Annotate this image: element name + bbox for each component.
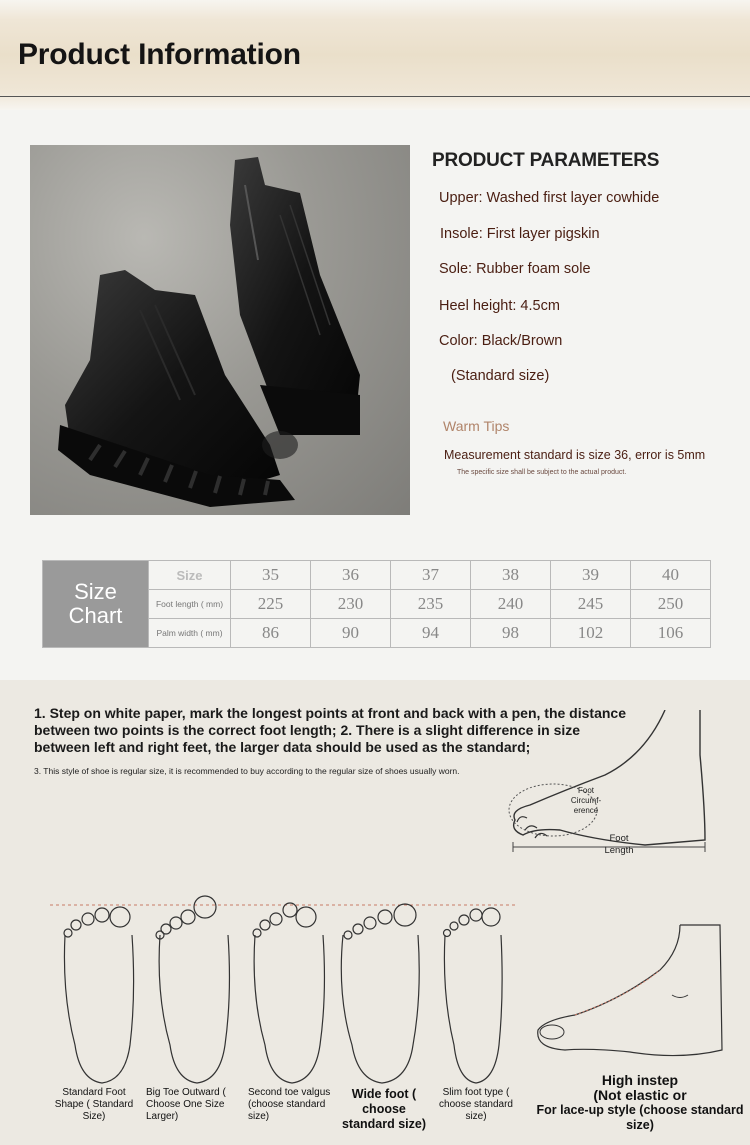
high-instep-foot-diagram <box>530 920 730 1070</box>
size-cell: 36 <box>311 561 391 590</box>
high-instep-line2: (Not elastic or <box>593 1087 687 1103</box>
palm-width-cell: 90 <box>311 619 391 648</box>
param-heel-height: Heel height: 4.5cm <box>439 298 560 314</box>
palm-width-cell: 102 <box>551 619 631 648</box>
palm-width-cell: 86 <box>231 619 311 648</box>
guide-steps-1-2: 1. Step on white paper, mark the longest points at front and back with a pen, the distance between two points is the correct foot length; 2. There is a slight difference in size between left and right feet, the larger data should be used as the standard; <box>34 705 626 755</box>
palm-width-cell: 94 <box>391 619 471 648</box>
foot-length-cell: 225 <box>231 590 311 619</box>
parameters-title: PRODUCT PARAMETERS <box>432 150 660 171</box>
size-chart-heading-line2: Chart <box>68 603 123 628</box>
product-parameters <box>432 150 732 476</box>
measurement-note: Measurement standard is size 36, error is 5mm <box>444 448 706 462</box>
foot-type-big-toe-outward: Big Toe Outward ( Choose One Size Larger) <box>146 1087 226 1122</box>
specific-size-note: The specific size shall be subject to the actual product. <box>457 469 627 476</box>
param-sole: Sole: Rubber foam sole <box>439 261 591 277</box>
boots-illustration <box>30 145 410 515</box>
foot-type-second-toe-valgus: Second toe valgus (choose standard size) <box>248 1087 331 1122</box>
size-chart-heading-line1: Size <box>74 579 117 604</box>
high-instep-line3: For lace-up style (choose standard size) <box>536 1103 744 1132</box>
high-instep-caption <box>535 1073 745 1133</box>
foot-type-standard: Standard Foot Shape ( Standard Size) <box>54 1087 134 1122</box>
high-instep-line1: High instep <box>601 1072 679 1088</box>
row-label-palm-width: Palm width ( mm) <box>149 619 231 648</box>
size-cell: 39 <box>551 561 631 590</box>
palm-width-cell: 98 <box>471 619 551 648</box>
measurement-guide-section <box>0 680 750 1145</box>
palm-width-cell: 106 <box>631 619 711 648</box>
size-cell: 35 <box>231 561 311 590</box>
param-color: Color: Black/Brown <box>439 333 563 349</box>
foot-type-slim: Slim foot type ( choose standard size) <box>439 1087 513 1122</box>
size-cell: 38 <box>471 561 551 590</box>
param-insole: Insole: First layer pigskin <box>440 226 600 242</box>
size-cell: 37 <box>391 561 471 590</box>
size-chart-table <box>42 560 711 648</box>
foot-types-diagram <box>40 895 530 1095</box>
foot-type-wide: Wide foot ( choose standard size) <box>341 1087 427 1131</box>
param-standard-size: (Standard size) <box>451 368 550 384</box>
foot-length-cell: 235 <box>391 590 471 619</box>
foot-length-label: Foot Length <box>604 833 634 856</box>
row-label-foot-length: Foot length ( mm) <box>149 590 231 619</box>
page-title: Product Information <box>18 38 301 71</box>
foot-length-cell: 245 <box>551 590 631 619</box>
foot-length-cell: 250 <box>631 590 711 619</box>
warm-tips-label: Warm Tips <box>443 418 510 434</box>
param-upper: Upper: Washed first layer cowhide <box>439 190 660 206</box>
size-row <box>43 561 711 590</box>
foot-length-cell: 240 <box>471 590 551 619</box>
size-cell: 40 <box>631 561 711 590</box>
boots-product-photo <box>30 145 410 515</box>
header-divider <box>0 96 750 97</box>
row-label-size: Size <box>149 561 231 590</box>
header-band <box>0 0 750 110</box>
size-chart-heading <box>43 561 149 648</box>
foot-length-cell: 230 <box>311 590 391 619</box>
foot-circumference-label: Foot Circumf- erence <box>570 786 602 815</box>
guide-step-3: 3. This style of shoe is regular size, it is recommended to buy according to the regular size of shoes usually worn. <box>34 766 460 776</box>
